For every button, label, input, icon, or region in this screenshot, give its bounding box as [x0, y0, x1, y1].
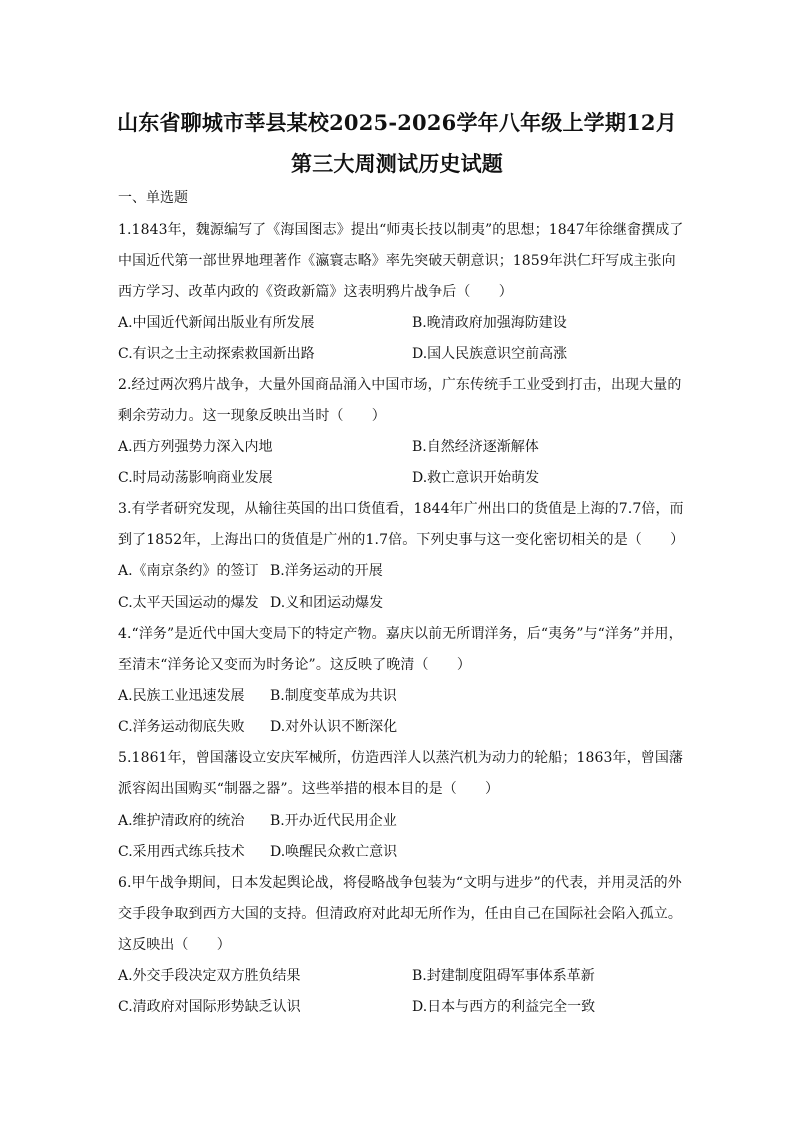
question-2-line-1: 2.经过两次鸦片战争，大量外国商品涌入中国市场，广东传统手工业受到打击，出现大量的 [118, 377, 682, 393]
title-line-1: 山东省聊城市莘县某校2025-2026学年八年级上学期12月 [117, 110, 677, 135]
question-1-option-a: A.中国近代新闻出版业有所发展 [118, 315, 315, 331]
question-6-line-3: 这反映出（ ） [118, 937, 231, 953]
question-5-line-1: 5.1861年，曾国藩设立安庆军械所，仿造西洋人以蒸汽机为动力的轮船；1863年，曾国藩 [118, 750, 684, 766]
question-4-option-c: C.洋务运动彻底失败 [118, 719, 245, 735]
question-5-option-a: A.维护清政府的统治 [118, 813, 245, 829]
question-2-option-c: C.时局动荡影响商业发展 [118, 470, 273, 486]
question-3-line-2: 到了1852年，上海出口的货值是广州的1.7倍。下列史事与这一变化密切相关的是（ ） [118, 532, 685, 548]
title-line-2: 第三大周测试历史试题 [291, 151, 503, 176]
question-1-option-c: C.有识之士主动探索救国新出路 [118, 346, 315, 362]
question-4-option-b: B.制度变革成为共识 [270, 688, 397, 704]
question-6-option-b: B.封建制度阻碍军事体系革新 [412, 968, 595, 984]
question-2-option-a: A.西方列强势力深入内地 [118, 439, 273, 455]
question-6-line-1: 6.甲午战争期间，日本发起舆论战，将侵略战争包装为“文明与进步”的代表，并用灵活的外 [118, 875, 682, 891]
question-3-option-b: B.洋务运动的开展 [270, 563, 383, 579]
question-5-option-b: B.开办近代民用企业 [270, 813, 397, 829]
question-4-line-2: 至清末“洋务论又变而为时务论”。这反映了晚清（ ） [118, 657, 471, 673]
question-3-line-1: 3.有学者研究发现，从输往英国的出口货值看，1844年广州出口的货值是上海的7.7倍，而 [118, 501, 684, 517]
question-2-option-b: B.自然经济逐渐解体 [412, 439, 539, 455]
question-1-line-2: 中国近代第一部世界地理著作《瀛寰志略》率先突破天朝意识；1859年洪仁玕写成主张向 [118, 253, 676, 269]
question-2-option-d: D.救亡意识开始萌发 [412, 470, 540, 486]
question-1-option-d: D.国人民族意识空前高涨 [412, 346, 568, 362]
question-5-option-c: C.采用西式练兵技术 [118, 844, 245, 860]
question-5-option-d: D.唤醒民众救亡意识 [270, 844, 398, 860]
question-6-option-c: C.清政府对国际形势缺乏认识 [118, 999, 301, 1015]
question-3-option-c: C.太平天国运动的爆发 [118, 595, 259, 611]
question-4-option-d: D.对外认识不断深化 [270, 719, 398, 735]
section-heading: 一、单选题 [118, 190, 188, 206]
question-6-line-2: 交手段争取到西方大国的支持。但清政府对此却无所作为，任由自己在国际社会陷入孤立。 [118, 906, 682, 922]
question-4-option-a: A.民族工业迅速发展 [118, 688, 245, 704]
question-1-line-1: 1.1843年，魏源编写了《海国图志》提出“师夷长技以制夷”的思想；1847年徐继畲撰成了 [118, 222, 684, 238]
question-3-option-d: D.义和团运动爆发 [270, 595, 384, 611]
question-2-line-2: 剩余劳动力。这一现象反映出当时（ ） [118, 408, 386, 424]
question-6-option-d: D.日本与西方的利益完全一致 [412, 999, 596, 1015]
question-5-line-2: 派容闳出国购买“制器之器”。这些举措的根本目的是（ ） [118, 781, 500, 797]
question-4-line-1: 4.“洋务”是近代中国大变局下的特定产物。嘉庆以前无所谓洋务，后“夷务”与“洋务”并用， [118, 626, 683, 642]
question-1-option-b: B.晚清政府加强海防建设 [412, 315, 567, 331]
question-3-option-a: A.《南京条约》的签订 [118, 563, 259, 579]
question-6-option-a: A.外交手段决定双方胜负结果 [118, 968, 301, 984]
question-1-line-3: 西方学习、改革内政的《资政新篇》这表明鸦片战争后（ ） [118, 284, 513, 300]
